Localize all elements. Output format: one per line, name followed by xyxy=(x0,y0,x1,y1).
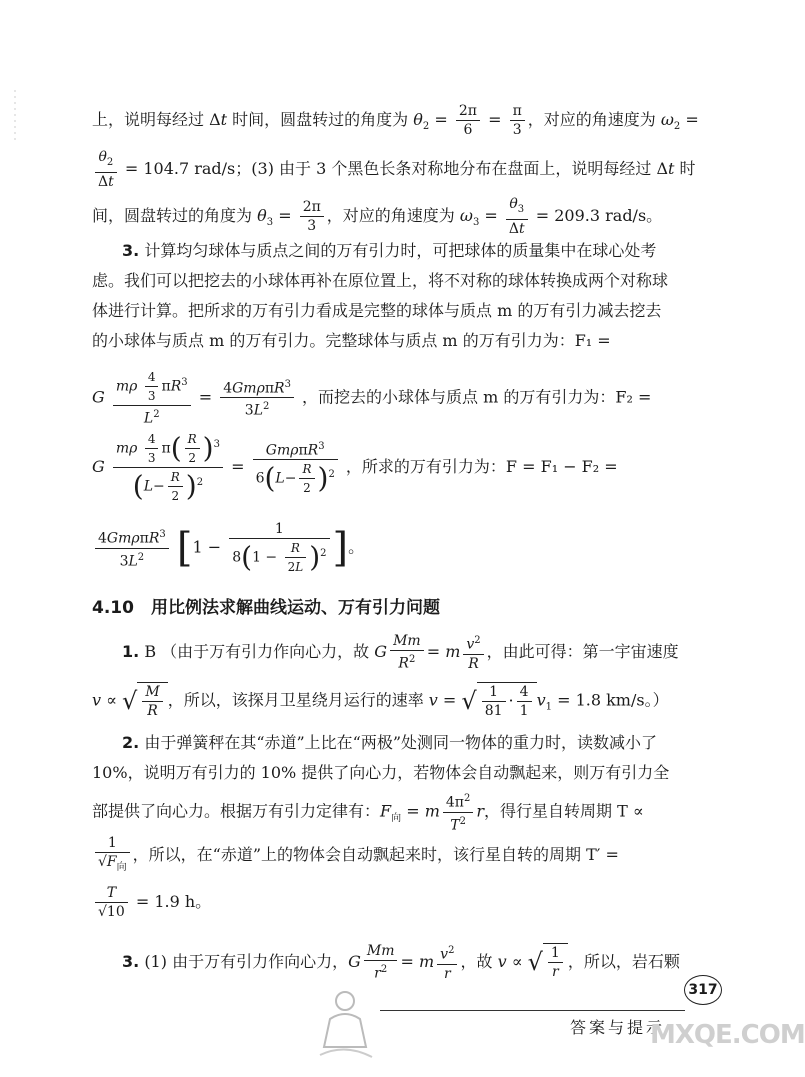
text-line-3: 间，圆盘转过的角度为 $\theta_3$ = $\frac{2\pi}{3}$ ，对应的角速度为 $\omega_3$ = $\frac{\theta_3}{\Delta t}$ = 209.3 rad/s。 xyxy=(92,196,663,237)
item-number: 3. xyxy=(122,241,140,260)
para3-line1: 3. 计算均匀球体与质点之间的万有引力时，可把球体的质量集中在球心处考 xyxy=(122,241,657,260)
watermark: MXQE.COM xyxy=(650,1020,805,1050)
q2-line2: 10%，说明万有引力的 10% 提供了向心力，若物体会自动飘起来，则万有引力全 xyxy=(92,763,670,782)
q2-line3: 部提供了向心力。根据万有引力定律有：$F_向 = m$ $\frac{4\pi^2}{T^2}$ r，得行星自转周期 T ∝ xyxy=(92,793,644,834)
footer-section-label: 答案与提示 xyxy=(570,1018,666,1037)
decorative-figure-icon xyxy=(310,985,380,1065)
q1-line2: v ∝ √ $\frac{M}{R}$ ，所以，该探月卫星绕月运行的速率 v = √ $\frac{1}{81}$ · $\frac{4}{1}$ $v_1 = 1.8$ km/s。） xyxy=(92,684,669,719)
q2-line5: $\frac{T}{√10}$ = 1.9 h。 xyxy=(92,884,684,921)
formula-f1: G mρ $\frac{4}{3}$ $\pi R^3$ $L^2$ = $\frac{4Gm\rho\pi R^3}{3L^2}$ ，而挖去的小球体与质点 m 的万有引力为：F₂ = xyxy=(92,370,652,427)
q2-line1: 2. 由于弹簧秤在其“赤道”上比在“两极”处测同一物体的重力时，读数减小了 xyxy=(122,733,658,752)
para3-line4: 的小球体与质点 m 的万有引力。完整球体与质点 m 的万有引力为：F₁ = xyxy=(92,331,611,350)
page-number: 317 xyxy=(684,975,722,1005)
formula-f2: G mρ $\frac{4}{3}$ π( $\frac{R}{2}$ )$^3$ (L− $\frac{R}{2}$ )$^2$ = GmρπR$^3$ 6(L− $\frac{R}{2}$ )$^2$ ，所求的万有引力为：F = F₁ − F₂ = xyxy=(92,431,618,503)
q2-line4: $\frac{1}{√F_向}$ ，所以，在“赤道”上的物体会自动飘起来时，该行星自转的周期 T′ = xyxy=(92,834,684,877)
para3-line2: 虑。我们可以把挖去的小球体再补在原位置上，将不对称的球体转换成两个对称球 xyxy=(92,271,669,290)
text-line-1: 上，说明每经过 Δt 时间，圆盘转过的角度为 $\theta_2$ = $\frac{2\pi}{6}$ = $\frac{\pi}{3}$ ，对应的角速度为 $\omega_2$ = xyxy=(92,103,699,138)
q3-line1: 3. (1) 由于万有引力作向心力，G $\frac{Mm}{r^2}$ = m $\frac{v^2}{r}$ ，故 v ∝ √ $\frac{1}{r}$ ，所以，岩石颗 xyxy=(122,943,680,982)
q1-line1: 1. B （由于万有引力作向心力，故 G $\frac{Mm}{R^2}$ = m $\frac{v^2}{R}$ ，由此可得：第一宇宙速度 xyxy=(122,633,679,672)
formula-final: $\frac{4Gm\rho\pi R^3}{3L^2}$ [1 − 1 8(1 − $\frac{R}{2L}$ )$^2$ ]。 xyxy=(92,520,684,576)
para3-line3: 体进行计算。把所求的万有引力看成是完整的球体与质点 m 的万有引力减去挖去 xyxy=(92,301,662,320)
footer-rule xyxy=(380,1010,685,1011)
margin-mark-icon xyxy=(10,90,20,140)
section-heading: 4.10 用比例法求解曲线运动、万有引力问题 xyxy=(92,598,440,618)
text-line-2: $\frac{\theta_2}{\Delta t}$ = 104.7 rad/s；(3) 由于 3 个黑色长条对称地分布在盘面上，说明每经过 Δt 时 xyxy=(92,148,684,191)
